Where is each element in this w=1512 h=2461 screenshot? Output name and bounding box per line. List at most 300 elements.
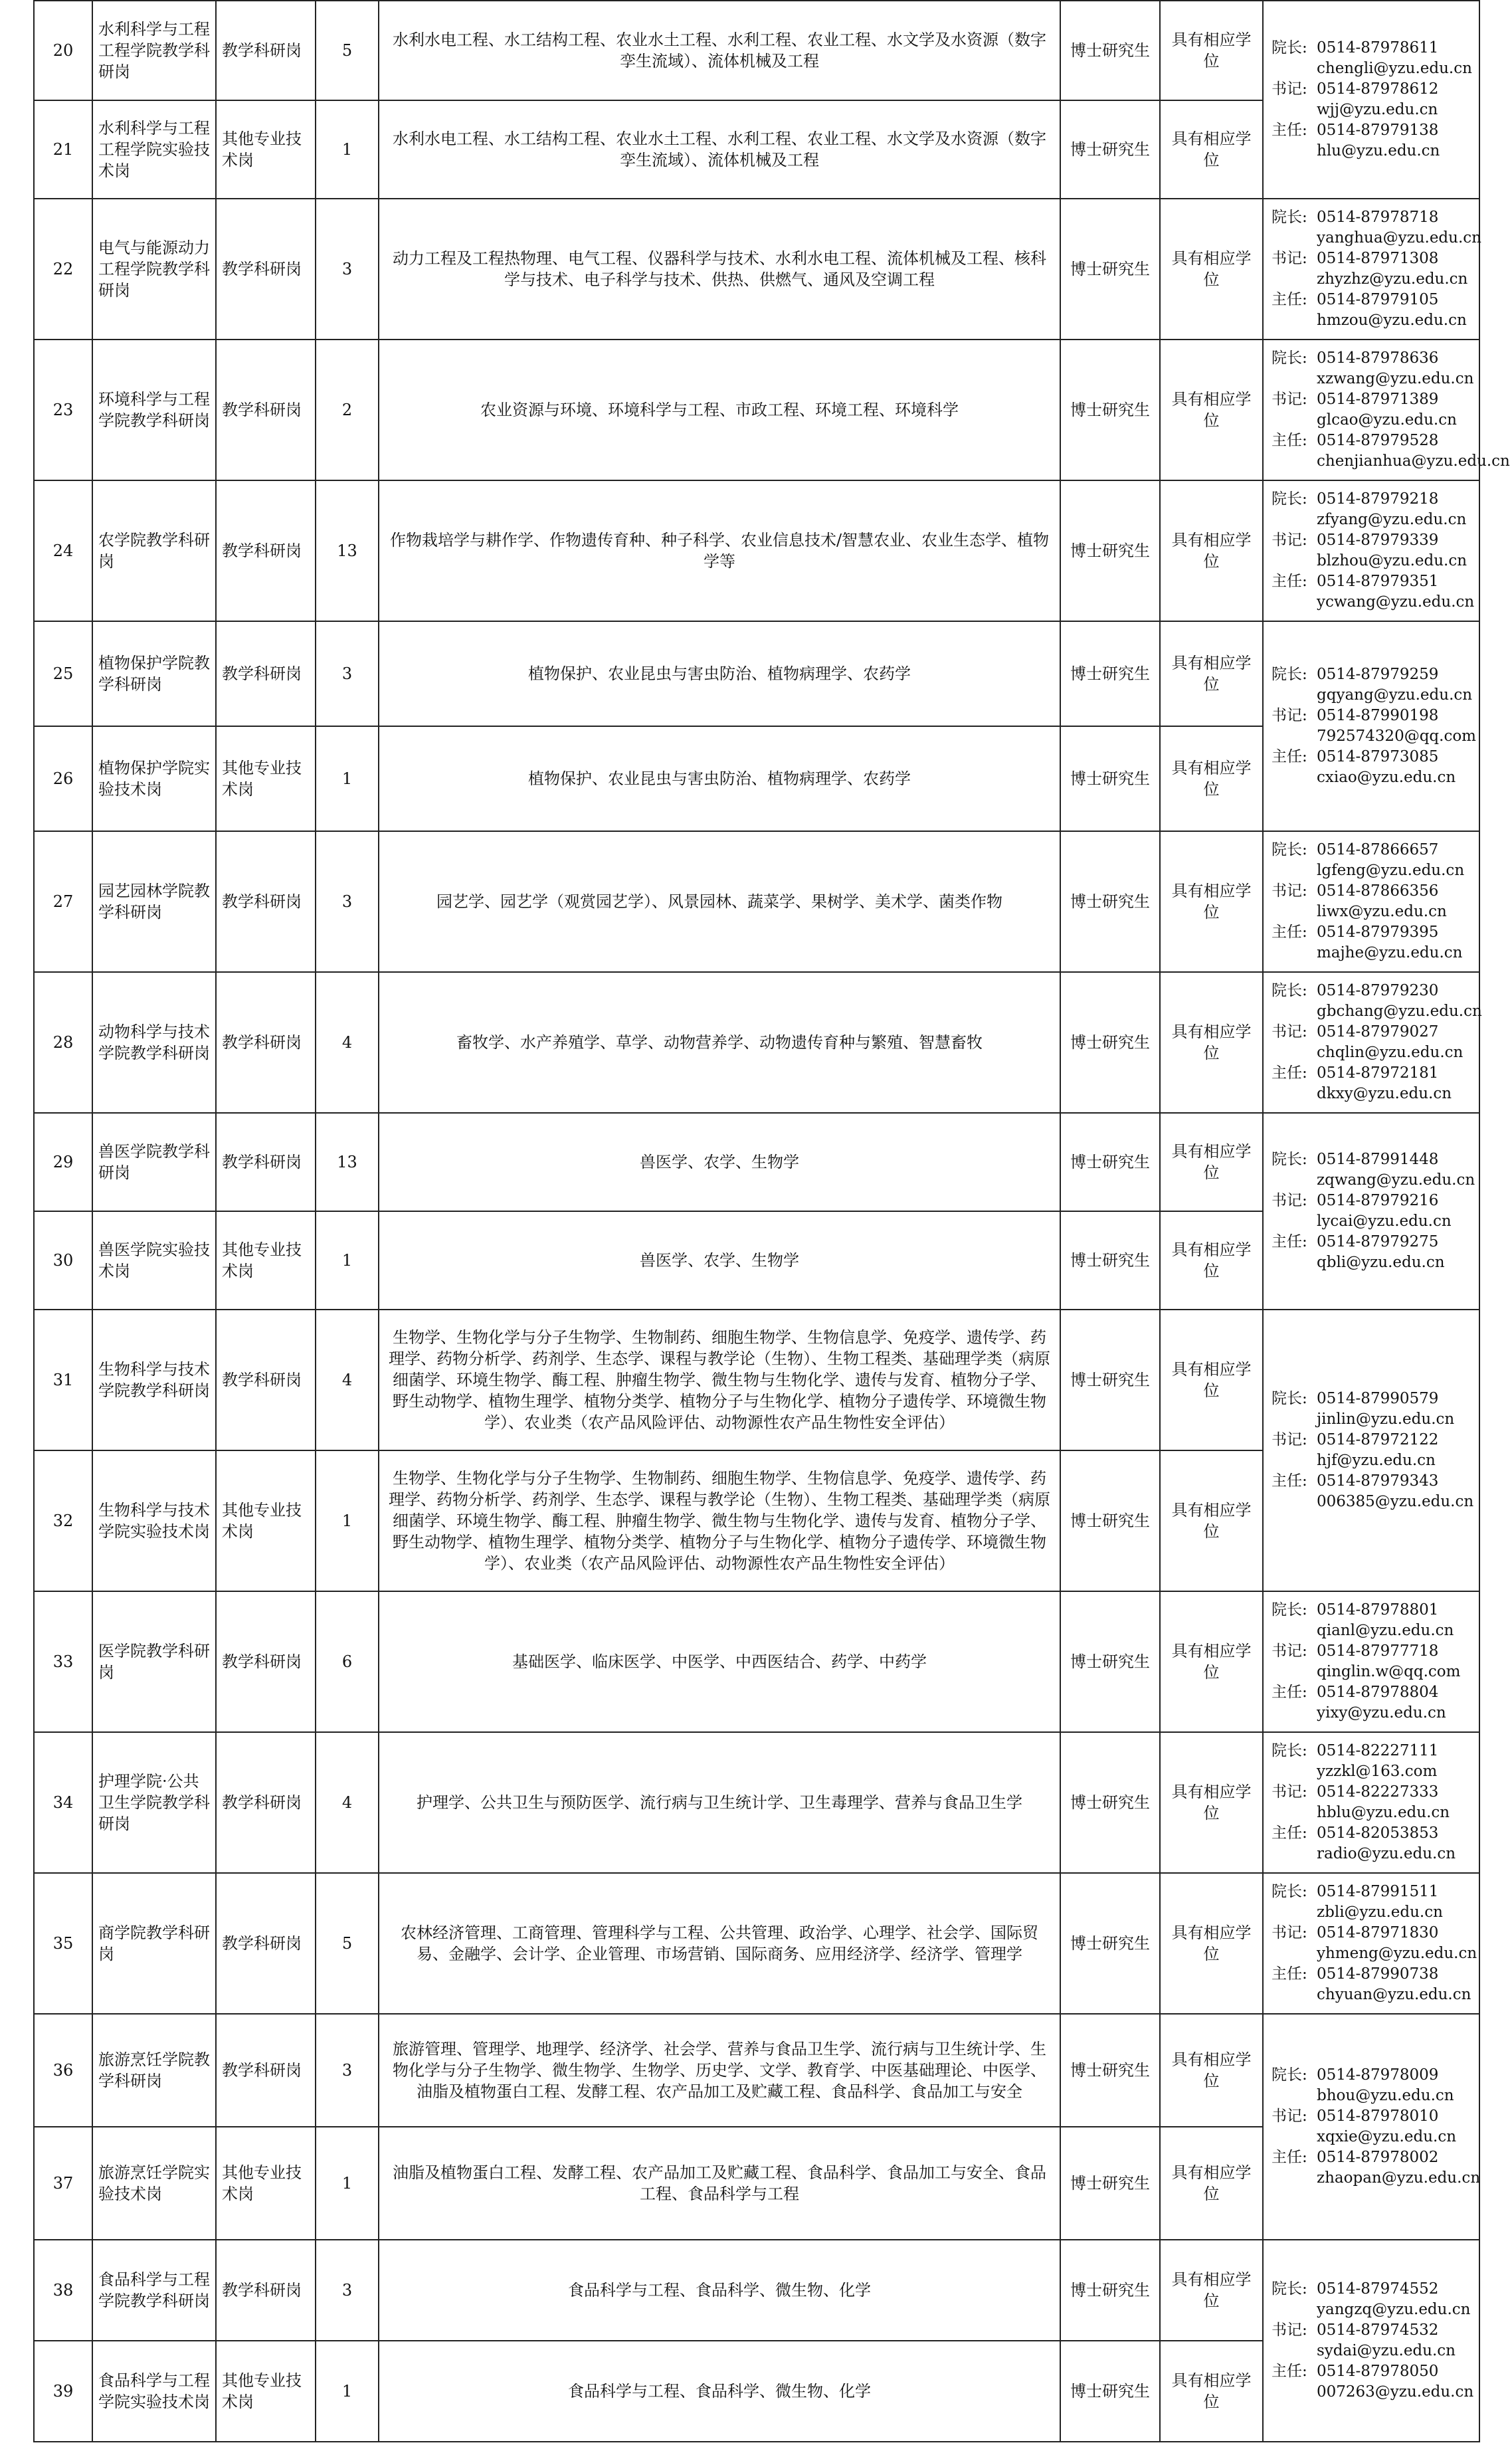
dean-phone-value: 0514-87978009 bbox=[1317, 2066, 1439, 2084]
row-number: 24 bbox=[34, 480, 92, 621]
degree-requirement: 具有相应学位 bbox=[1160, 1591, 1263, 1732]
post-type: 教学科研岗 bbox=[216, 340, 316, 480]
director-email bbox=[1272, 2168, 1481, 2189]
employer-unit: 生物科学与技术学院实验技术岗 bbox=[92, 1450, 216, 1591]
hiring-count: 3 bbox=[316, 2014, 379, 2127]
secretary-email-value: lycai@yzu.edu.cn bbox=[1317, 1213, 1452, 1230]
director-email bbox=[1272, 141, 1473, 161]
degree-requirement: 具有相应学位 bbox=[1160, 726, 1263, 831]
post-type: 教学科研岗 bbox=[216, 1732, 316, 1873]
employer-unit: 食品科学与工程学院实验技术岗 bbox=[92, 2341, 216, 2442]
dean-email-value: jinlin@yzu.edu.cn bbox=[1317, 1411, 1455, 1428]
secretary-phone-value: 0514-87979216 bbox=[1317, 1192, 1439, 1209]
degree-requirement: 具有相应学位 bbox=[1160, 1310, 1263, 1450]
employer-unit: 食品科学与工程学院教学科研岗 bbox=[92, 2240, 216, 2341]
director-email bbox=[1272, 310, 1473, 331]
dean-email bbox=[1272, 510, 1473, 530]
secretary-email-value: liwx@yzu.edu.cn bbox=[1317, 903, 1447, 920]
secretary-email bbox=[1272, 1450, 1473, 1471]
hiring-count: 13 bbox=[316, 1113, 379, 1211]
secretary-phone-label: 书记: bbox=[1272, 1023, 1307, 1040]
dean-email-value: chengli@yzu.edu.cn bbox=[1317, 60, 1472, 77]
education-requirement: 博士研究生 bbox=[1060, 1310, 1160, 1450]
contact-info bbox=[1263, 1873, 1479, 2014]
dean-phone bbox=[1272, 1882, 1473, 1902]
secretary-phone-label: 书记: bbox=[1272, 532, 1307, 549]
table-row bbox=[34, 100, 1479, 199]
degree-requirement: 具有相应学位 bbox=[1160, 2127, 1263, 2240]
hiring-count: 1 bbox=[316, 2341, 379, 2442]
contact-info bbox=[1263, 831, 1479, 972]
education-requirement: 博士研究生 bbox=[1060, 2014, 1160, 2127]
secretary-email bbox=[1272, 269, 1473, 290]
dean-phone-label: 院长: bbox=[1272, 666, 1307, 683]
secretary-email-value: 792574320@qq.com bbox=[1317, 728, 1476, 745]
secretary-phone bbox=[1272, 248, 1473, 269]
post-type: 其他专业技术岗 bbox=[216, 100, 316, 199]
dean-email-value: qianl@yzu.edu.cn bbox=[1317, 1622, 1454, 1639]
director-phone-label: 主任: bbox=[1272, 2149, 1307, 2166]
secretary-phone-label: 书记: bbox=[1272, 1783, 1307, 1801]
hiring-count: 2 bbox=[316, 340, 379, 480]
hiring-count: 1 bbox=[316, 1211, 379, 1310]
dean-phone-value: 0514-87991448 bbox=[1317, 1151, 1439, 1168]
employer-unit: 水利科学与工程工程学院实验技术岗 bbox=[92, 100, 216, 199]
secretary-phone-label: 书记: bbox=[1272, 707, 1307, 724]
secretary-phone bbox=[1272, 389, 1473, 410]
post-type: 教学科研岗 bbox=[216, 621, 316, 726]
hiring-count: 6 bbox=[316, 1591, 379, 1732]
dean-phone bbox=[1272, 348, 1473, 369]
director-email-value: dkxy@yzu.edu.cn bbox=[1317, 1085, 1452, 1102]
secretary-email bbox=[1272, 551, 1473, 571]
post-type: 教学科研岗 bbox=[216, 2014, 316, 2127]
post-type: 教学科研岗 bbox=[216, 1, 316, 100]
degree-requirement: 具有相应学位 bbox=[1160, 2341, 1263, 2442]
director-phone-label: 主任: bbox=[1272, 1684, 1307, 1701]
director-phone-value: 0514-87979138 bbox=[1317, 122, 1439, 139]
degree-requirement: 具有相应学位 bbox=[1160, 2014, 1263, 2127]
dean-phone bbox=[1272, 2065, 1473, 2086]
degree-requirement: 具有相应学位 bbox=[1160, 621, 1263, 726]
major-requirement: 生物学、生物化学与分子生物学、生物制药、细胞生物学、生物信息学、免疫学、遗传学、药理学、药物分析学、药剂学、生态学、课程与教学论（生物）、生物工程类、基础理学类（病原细菌学、环境生物学、酶工程、肿瘤生物学、微生物与生物化学、遗传与发育、植物分子学、野生动物学、植物生理学、植物分类学、植物分子与生物化学、植物分子遗传学、环境微生物学）、农业类（农产品风险评估、动物源性农产品生物性安全评估） bbox=[379, 1310, 1060, 1450]
director-phone-value: 0514-87978804 bbox=[1317, 1684, 1439, 1701]
director-phone-value: 0514-87979105 bbox=[1317, 291, 1439, 308]
contact-info bbox=[1263, 2014, 1479, 2240]
row-number: 38 bbox=[34, 2240, 92, 2341]
education-requirement: 博士研究生 bbox=[1060, 199, 1160, 340]
row-number: 30 bbox=[34, 1211, 92, 1310]
director-phone bbox=[1272, 290, 1473, 310]
dean-email bbox=[1272, 2300, 1473, 2320]
secretary-email bbox=[1272, 1042, 1473, 1063]
table-row bbox=[34, 2014, 1479, 2127]
recruitment-table-page bbox=[33, 0, 1510, 2442]
secretary-phone bbox=[1272, 2320, 1473, 2341]
table-row bbox=[34, 1873, 1479, 2014]
dean-phone bbox=[1272, 1389, 1473, 1409]
secretary-phone-label: 书记: bbox=[1272, 80, 1307, 98]
dean-email-value: lgfeng@yzu.edu.cn bbox=[1317, 862, 1465, 879]
major-requirement: 基础医学、临床医学、中医学、中西医结合、药学、中药学 bbox=[379, 1591, 1060, 1732]
table-row bbox=[34, 1, 1479, 100]
director-email bbox=[1272, 451, 1510, 472]
dean-phone-value: 0514-82227111 bbox=[1317, 1742, 1439, 1759]
education-requirement: 博士研究生 bbox=[1060, 972, 1160, 1113]
recruitment-table bbox=[33, 0, 1510, 2442]
post-type: 教学科研岗 bbox=[216, 1591, 316, 1732]
dean-email bbox=[1272, 1621, 1473, 1641]
post-type: 其他专业技术岗 bbox=[216, 1450, 316, 1591]
secretary-email bbox=[1272, 726, 1476, 747]
dean-phone-label: 院长: bbox=[1272, 2280, 1307, 2298]
secretary-phone-label: 书记: bbox=[1272, 1642, 1307, 1660]
director-phone-label: 主任: bbox=[1272, 1064, 1307, 1082]
secretary-email bbox=[1272, 2341, 1473, 2361]
secretary-email-value: sydai@yzu.edu.cn bbox=[1317, 2342, 1456, 2359]
director-phone bbox=[1272, 1964, 1473, 1985]
contact-info bbox=[1263, 1, 1479, 199]
dean-email bbox=[1272, 2086, 1473, 2106]
hiring-count: 5 bbox=[316, 1, 379, 100]
post-type: 教学科研岗 bbox=[216, 480, 316, 621]
dean-phone bbox=[1272, 489, 1473, 510]
education-requirement: 博士研究生 bbox=[1060, 726, 1160, 831]
education-requirement: 博士研究生 bbox=[1060, 2341, 1160, 2442]
dean-email-value: gqyang@yzu.edu.cn bbox=[1317, 686, 1473, 704]
secretary-email-value: chqlin@yzu.edu.cn bbox=[1317, 1044, 1464, 1061]
dean-phone-value: 0514-87979218 bbox=[1317, 490, 1439, 508]
dean-phone-value: 0514-87979230 bbox=[1317, 982, 1439, 999]
director-email bbox=[1272, 767, 1473, 788]
major-requirement: 作物栽培学与耕作学、作物遗传育种、种子科学、农业信息技术/智慧农业、农业生态学、植物学等 bbox=[379, 480, 1060, 621]
table-row bbox=[34, 972, 1479, 1113]
secretary-phone-value: 0514-82227333 bbox=[1317, 1783, 1439, 1801]
dean-phone bbox=[1272, 1741, 1473, 1761]
secretary-phone bbox=[1272, 79, 1473, 100]
secretary-phone bbox=[1272, 1191, 1473, 1211]
post-type: 教学科研岗 bbox=[216, 1873, 316, 2014]
director-phone-label: 主任: bbox=[1272, 1824, 1307, 1842]
director-email-value: majhe@yzu.edu.cn bbox=[1317, 944, 1463, 961]
director-phone bbox=[1272, 1471, 1473, 1492]
director-phone-label: 主任: bbox=[1272, 1965, 1307, 1983]
degree-requirement: 具有相应学位 bbox=[1160, 1450, 1263, 1591]
director-phone-value: 0514-87972181 bbox=[1317, 1064, 1439, 1082]
dean-email bbox=[1272, 228, 1481, 248]
dean-phone-label: 院长: bbox=[1272, 1151, 1307, 1168]
row-number: 20 bbox=[34, 1, 92, 100]
director-phone bbox=[1272, 922, 1473, 943]
dean-phone-label: 院长: bbox=[1272, 1390, 1307, 1407]
director-phone bbox=[1272, 571, 1473, 592]
education-requirement: 博士研究生 bbox=[1060, 1113, 1160, 1211]
dean-email bbox=[1272, 1001, 1482, 1022]
director-phone-value: 0514-87978050 bbox=[1317, 2363, 1439, 2380]
director-phone-value: 0514-87978002 bbox=[1317, 2149, 1439, 2166]
row-number: 39 bbox=[34, 2341, 92, 2442]
table-row bbox=[34, 2127, 1479, 2240]
major-requirement: 植物保护、农业昆虫与害虫防治、植物病理学、农药学 bbox=[379, 621, 1060, 726]
table-row bbox=[34, 831, 1479, 972]
row-number: 33 bbox=[34, 1591, 92, 1732]
major-requirement: 油脂及植物蛋白工程、发酵工程、农产品加工及贮藏工程、食品科学、食品加工与安全、食品工程、食品科学与工程 bbox=[379, 2127, 1060, 2240]
secretary-phone-label: 书记: bbox=[1272, 1192, 1307, 1209]
post-type: 教学科研岗 bbox=[216, 199, 316, 340]
director-email-value: chenjianhua@yzu.edu.cn bbox=[1317, 452, 1510, 470]
contact-info bbox=[1263, 1113, 1479, 1310]
director-phone bbox=[1272, 120, 1473, 141]
employer-unit: 兽医学院教学科研岗 bbox=[92, 1113, 216, 1211]
dean-phone-label: 院长: bbox=[1272, 1742, 1307, 1759]
director-email-value: zhaopan@yzu.edu.cn bbox=[1317, 2169, 1481, 2187]
director-phone-label: 主任: bbox=[1272, 291, 1307, 308]
secretary-phone-value: 0514-87972122 bbox=[1317, 1431, 1439, 1448]
hiring-count: 3 bbox=[316, 2240, 379, 2341]
row-number: 35 bbox=[34, 1873, 92, 2014]
major-requirement: 兽医学、农学、生物学 bbox=[379, 1211, 1060, 1310]
major-requirement: 旅游管理、管理学、地理学、经济学、社会学、营养与食品卫生学、流行病与卫生统计学、生物化学与分子生物学、微生物学、生物学、历史学、文学、教育学、中医基础理论、中医学、油脂及植物蛋白工程、发酵工程、农产品加工及贮藏工程、食品科学、食品加工与安全 bbox=[379, 2014, 1060, 2127]
dean-email bbox=[1272, 58, 1473, 79]
post-type: 教学科研岗 bbox=[216, 972, 316, 1113]
dean-phone-label: 院长: bbox=[1272, 209, 1307, 226]
dean-email bbox=[1272, 1761, 1473, 1782]
major-requirement: 农林经济管理、工商管理、管理科学与工程、公共管理、政治学、心理学、社会学、国际贸易、金融学、会计学、企业管理、市场营销、国际商务、应用经济学、经济学、管理学 bbox=[379, 1873, 1060, 2014]
employer-unit: 水利科学与工程工程学院教学科研岗 bbox=[92, 1, 216, 100]
dean-email bbox=[1272, 1170, 1473, 1191]
post-type: 其他专业技术岗 bbox=[216, 1211, 316, 1310]
director-phone-label: 主任: bbox=[1272, 122, 1307, 139]
secretary-email bbox=[1272, 902, 1473, 922]
director-phone bbox=[1272, 747, 1473, 767]
dean-phone-label: 院长: bbox=[1272, 2066, 1307, 2084]
hiring-count: 3 bbox=[316, 199, 379, 340]
dean-phone bbox=[1272, 981, 1473, 1001]
secretary-phone-label: 书记: bbox=[1272, 2108, 1307, 2125]
employer-unit: 植物保护学院实验技术岗 bbox=[92, 726, 216, 831]
employer-unit: 动物科学与技术学院教学科研岗 bbox=[92, 972, 216, 1113]
dean-phone-value: 0514-87974552 bbox=[1317, 2280, 1439, 2298]
hiring-count: 1 bbox=[316, 726, 379, 831]
major-requirement: 兽医学、农学、生物学 bbox=[379, 1113, 1060, 1211]
director-phone-value: 0514-87979395 bbox=[1317, 924, 1439, 941]
director-email-value: 007263@yzu.edu.cn bbox=[1317, 2383, 1474, 2401]
dean-phone bbox=[1272, 1600, 1473, 1621]
table-body bbox=[34, 1, 1510, 2442]
dean-phone-label: 院长: bbox=[1272, 349, 1307, 367]
table-row bbox=[34, 1113, 1479, 1211]
employer-unit: 环境科学与工程学院教学科研岗 bbox=[92, 340, 216, 480]
employer-unit: 植物保护学院教学科研岗 bbox=[92, 621, 216, 726]
row-number: 23 bbox=[34, 340, 92, 480]
row-number: 21 bbox=[34, 100, 92, 199]
secretary-phone-value: 0514-87977718 bbox=[1317, 1642, 1439, 1660]
director-email bbox=[1272, 2382, 1473, 2403]
employer-unit: 农学院教学科研岗 bbox=[92, 480, 216, 621]
secretary-phone bbox=[1272, 706, 1473, 726]
dean-email-value: gbchang@yzu.edu.cn bbox=[1317, 1003, 1482, 1020]
degree-requirement: 具有相应学位 bbox=[1160, 831, 1263, 972]
director-email bbox=[1272, 592, 1473, 613]
director-email-value: yixy@yzu.edu.cn bbox=[1317, 1704, 1446, 1722]
secretary-phone bbox=[1272, 2106, 1473, 2127]
director-email-value: cxiao@yzu.edu.cn bbox=[1317, 769, 1456, 786]
secretary-email bbox=[1272, 1803, 1473, 1823]
secretary-email-value: xqxie@yzu.edu.cn bbox=[1317, 2128, 1457, 2145]
employer-unit: 医学院教学科研岗 bbox=[92, 1591, 216, 1732]
director-phone-label: 主任: bbox=[1272, 1472, 1307, 1490]
row-number: 25 bbox=[34, 621, 92, 726]
dean-email bbox=[1272, 1902, 1473, 1923]
contact-info bbox=[1263, 972, 1482, 1113]
director-email-value: hmzou@yzu.edu.cn bbox=[1317, 312, 1467, 329]
director-phone-value: 0514-87979528 bbox=[1317, 432, 1439, 449]
major-requirement: 植物保护、农业昆虫与害虫防治、植物病理学、农药学 bbox=[379, 726, 1060, 831]
table-row bbox=[34, 199, 1479, 340]
director-phone-value: 0514-87979343 bbox=[1317, 1472, 1439, 1490]
secretary-email-value: glcao@yzu.edu.cn bbox=[1317, 411, 1457, 429]
hiring-count: 3 bbox=[316, 621, 379, 726]
dean-email-value: zqwang@yzu.edu.cn bbox=[1317, 1171, 1475, 1189]
major-requirement: 农业资源与环境、环境科学与工程、市政工程、环境工程、环境科学 bbox=[379, 340, 1060, 480]
post-type: 教学科研岗 bbox=[216, 2240, 316, 2341]
major-requirement: 畜牧学、水产养殖学、草学、动物营养学、动物遗传育种与繁殖、智慧畜牧 bbox=[379, 972, 1060, 1113]
table-row bbox=[34, 480, 1479, 621]
post-type: 其他专业技术岗 bbox=[216, 726, 316, 831]
dean-phone-label: 院长: bbox=[1272, 1601, 1307, 1619]
dean-phone-value: 0514-87978718 bbox=[1317, 209, 1439, 226]
director-email bbox=[1272, 1844, 1473, 1864]
contact-info bbox=[1263, 1310, 1479, 1591]
director-phone-value: 0514-82053853 bbox=[1317, 1824, 1439, 1842]
hiring-count: 3 bbox=[316, 831, 379, 972]
secretary-phone-label: 书记: bbox=[1272, 882, 1307, 900]
major-requirement: 食品科学与工程、食品科学、微生物、化学 bbox=[379, 2341, 1060, 2442]
dean-phone-label: 院长: bbox=[1272, 982, 1307, 999]
director-phone-label: 主任: bbox=[1272, 432, 1307, 449]
secretary-phone bbox=[1272, 1782, 1473, 1803]
secretary-phone bbox=[1272, 1430, 1473, 1450]
education-requirement: 博士研究生 bbox=[1060, 1591, 1160, 1732]
secretary-email bbox=[1272, 1211, 1473, 1232]
employer-unit: 兽医学院实验技术岗 bbox=[92, 1211, 216, 1310]
degree-requirement: 具有相应学位 bbox=[1160, 1113, 1263, 1211]
dean-email-value: xzwang@yzu.edu.cn bbox=[1317, 370, 1474, 387]
major-requirement: 水利水电工程、水工结构工程、农业水土工程、水利工程、农业工程、水文学及水资源（数字孪生流域）、流体机械及工程 bbox=[379, 100, 1060, 199]
contact-info bbox=[1263, 1732, 1479, 1873]
dean-phone-label: 院长: bbox=[1272, 1883, 1307, 1900]
table-row bbox=[34, 621, 1479, 726]
hiring-count: 4 bbox=[316, 1732, 379, 1873]
row-number: 37 bbox=[34, 2127, 92, 2240]
row-number: 31 bbox=[34, 1310, 92, 1450]
director-email-value: ycwang@yzu.edu.cn bbox=[1317, 593, 1475, 611]
director-phone-value: 0514-87973085 bbox=[1317, 748, 1439, 765]
education-requirement: 博士研究生 bbox=[1060, 1211, 1160, 1310]
education-requirement: 博士研究生 bbox=[1060, 2240, 1160, 2341]
dean-email bbox=[1272, 369, 1473, 389]
dean-email-value: yangzq@yzu.edu.cn bbox=[1317, 2301, 1471, 2318]
director-phone-label: 主任: bbox=[1272, 924, 1307, 941]
secretary-phone bbox=[1272, 881, 1473, 902]
contact-info bbox=[1263, 1591, 1479, 1732]
table-row bbox=[34, 1732, 1479, 1873]
secretary-phone-value: 0514-87974532 bbox=[1317, 2321, 1439, 2339]
table-row bbox=[34, 726, 1479, 831]
director-email-value: hlu@yzu.edu.cn bbox=[1317, 142, 1440, 159]
secretary-email bbox=[1272, 1943, 1477, 1964]
secretary-email bbox=[1272, 410, 1473, 431]
employer-unit: 电气与能源动力工程学院教学科研岗 bbox=[92, 199, 216, 340]
director-phone-label: 主任: bbox=[1272, 1233, 1307, 1250]
dean-phone bbox=[1272, 1149, 1473, 1170]
row-number: 26 bbox=[34, 726, 92, 831]
post-type: 教学科研岗 bbox=[216, 1113, 316, 1211]
director-email bbox=[1272, 1252, 1473, 1273]
secretary-email-value: zhyzhz@yzu.edu.cn bbox=[1317, 270, 1468, 288]
degree-requirement: 具有相应学位 bbox=[1160, 199, 1263, 340]
director-phone bbox=[1272, 1232, 1473, 1252]
secretary-email-value: hjf@yzu.edu.cn bbox=[1317, 1452, 1436, 1469]
table-row bbox=[34, 1310, 1479, 1450]
director-email bbox=[1272, 1084, 1473, 1104]
major-requirement: 食品科学与工程、食品科学、微生物、化学 bbox=[379, 2240, 1060, 2341]
degree-requirement: 具有相应学位 bbox=[1160, 1873, 1263, 2014]
dean-email bbox=[1272, 685, 1473, 706]
secretary-email bbox=[1272, 100, 1473, 120]
degree-requirement: 具有相应学位 bbox=[1160, 2240, 1263, 2341]
secretary-phone-value: 0514-87990198 bbox=[1317, 707, 1439, 724]
secretary-phone bbox=[1272, 1923, 1473, 1943]
dean-phone-value: 0514-87978611 bbox=[1317, 39, 1439, 56]
secretary-email-value: qinglin.w@qq.com bbox=[1317, 1663, 1461, 1680]
row-number: 36 bbox=[34, 2014, 92, 2127]
post-type: 其他专业技术岗 bbox=[216, 2341, 316, 2442]
row-number: 32 bbox=[34, 1450, 92, 1591]
education-requirement: 博士研究生 bbox=[1060, 480, 1160, 621]
post-type: 教学科研岗 bbox=[216, 1310, 316, 1450]
secretary-email-value: blzhou@yzu.edu.cn bbox=[1317, 552, 1467, 569]
post-type: 其他专业技术岗 bbox=[216, 2127, 316, 2240]
dean-phone bbox=[1272, 840, 1473, 860]
dean-phone bbox=[1272, 664, 1473, 685]
dean-email bbox=[1272, 1409, 1473, 1430]
degree-requirement: 具有相应学位 bbox=[1160, 1732, 1263, 1873]
director-email bbox=[1272, 1492, 1473, 1512]
secretary-phone-value: 0514-87971308 bbox=[1317, 250, 1439, 267]
hiring-count: 5 bbox=[316, 1873, 379, 2014]
dean-phone bbox=[1272, 38, 1473, 58]
dean-phone-label: 院长: bbox=[1272, 490, 1307, 508]
director-phone bbox=[1272, 1063, 1473, 1084]
secretary-phone-value: 0514-87978612 bbox=[1317, 80, 1439, 98]
employer-unit: 园艺园林学院教学科研岗 bbox=[92, 831, 216, 972]
education-requirement: 博士研究生 bbox=[1060, 1873, 1160, 2014]
major-requirement: 水利水电工程、水工结构工程、农业水土工程、水利工程、农业工程、水文学及水资源（数字孪生流域）、流体机械及工程 bbox=[379, 1, 1060, 100]
contact-info bbox=[1263, 2240, 1479, 2442]
director-phone bbox=[1272, 1682, 1473, 1703]
employer-unit: 生物科学与技术学院教学科研岗 bbox=[92, 1310, 216, 1450]
director-phone-value: 0514-87979351 bbox=[1317, 573, 1439, 590]
hiring-count: 1 bbox=[316, 100, 379, 199]
degree-requirement: 具有相应学位 bbox=[1160, 972, 1263, 1113]
hiring-count: 4 bbox=[316, 1310, 379, 1450]
secretary-phone-label: 书记: bbox=[1272, 250, 1307, 267]
dean-phone-value: 0514-87978801 bbox=[1317, 1601, 1439, 1619]
education-requirement: 博士研究生 bbox=[1060, 2127, 1160, 2240]
secretary-email-value: hblu@yzu.edu.cn bbox=[1317, 1804, 1450, 1821]
director-phone-label: 主任: bbox=[1272, 573, 1307, 590]
